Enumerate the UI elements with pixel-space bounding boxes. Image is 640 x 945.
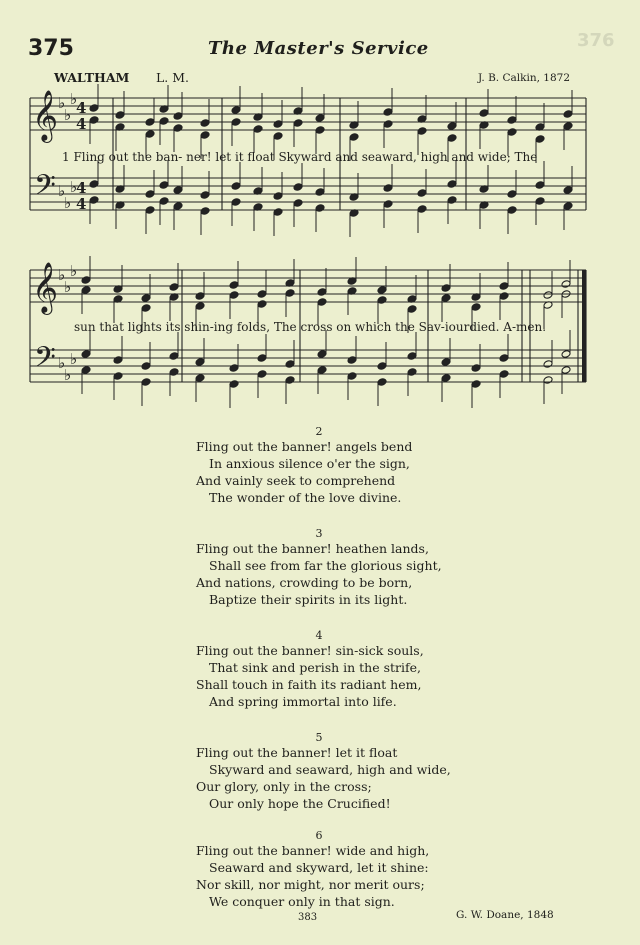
bass-note: [499, 370, 509, 379]
verse-line: And vainly seek to comprehend: [196, 473, 396, 488]
stanza-number: 6: [315, 829, 323, 842]
flat-sign-icon: ♭: [70, 350, 78, 368]
bass-note: [145, 206, 155, 215]
treble-note: [173, 112, 183, 121]
verse-line: Our only hope the Crucified!: [209, 796, 391, 811]
treble-note: [563, 110, 573, 119]
alto-note: [173, 124, 183, 133]
lyric-line-2: sun that lights its shin-ing folds, The cross on which the Sav-iourdied. A-men.: [74, 320, 547, 334]
tenor-note: [89, 180, 99, 189]
treble-note: [479, 109, 489, 118]
flat-sign-icon: ♭: [70, 178, 78, 196]
flat-sign-icon: ♭: [58, 266, 66, 284]
treble-clef-icon: 𝄞: [32, 262, 59, 313]
time-signature-top: 4: [76, 99, 87, 117]
alto-note: [195, 302, 205, 311]
treble-note: [441, 284, 451, 293]
bass-note: [377, 378, 387, 387]
treble-note: [229, 281, 239, 290]
treble-note: [273, 120, 283, 129]
treble-note: [377, 286, 387, 295]
tenor-note: [81, 350, 91, 359]
tenor-note: [173, 186, 183, 195]
tenor-note: [273, 192, 283, 201]
treble-note: [315, 114, 325, 123]
alto-note: [407, 305, 417, 314]
treble-note: [81, 276, 91, 285]
alto-note: [231, 118, 241, 127]
bass-note: [229, 380, 239, 389]
hymn-number: 375: [28, 36, 74, 61]
verse-line: That sink and perish in the strife,: [209, 660, 422, 675]
tenor-note: [285, 360, 295, 369]
bass-note: [441, 374, 451, 383]
alto-note: [417, 127, 427, 136]
alto-note: [317, 298, 327, 307]
bass-note: [471, 380, 481, 389]
bass-note: [563, 202, 573, 211]
verse-line: In anxious silence o'er the sign,: [209, 456, 410, 471]
treble-clef-icon: 𝄞: [32, 90, 59, 141]
stanza: [196, 642, 496, 710]
bass-note: [407, 368, 417, 377]
treble-note: [499, 282, 509, 291]
verse-line: Our glory, only in the cross;: [196, 779, 372, 794]
time-signature-bottom: 4: [76, 115, 87, 133]
bass-note: [81, 366, 91, 375]
treble-note: [447, 122, 457, 131]
tenor-note: [377, 362, 387, 371]
alto-note: [441, 294, 451, 303]
treble-note: [169, 283, 179, 292]
running-title: The Master's Service: [208, 38, 429, 59]
verse-line: Baptize their spirits in its light.: [209, 592, 408, 607]
verse-line: And nations, crowding to be born,: [196, 575, 413, 590]
alto-note: [563, 122, 573, 131]
tenor-note: [293, 183, 303, 192]
verse-line: We conquer only in that sign.: [209, 894, 395, 909]
tenor-note: [229, 364, 239, 373]
alto-note: [253, 125, 263, 134]
tenor-note: [317, 350, 327, 359]
bass-note: [195, 374, 205, 383]
alto-note: [89, 116, 99, 125]
flat-sign-icon: ♭: [64, 366, 72, 384]
verse-line: Nor skill, nor might, nor merit ours;: [196, 877, 425, 892]
tenor-note: [231, 182, 241, 191]
flat-sign-icon: ♭: [58, 94, 66, 112]
treble-note: [141, 294, 151, 303]
bass-note: [417, 205, 427, 214]
page-number: 383: [298, 912, 318, 923]
bass-note: [447, 196, 457, 205]
tenor-note: [561, 350, 571, 359]
alto-note: [257, 300, 267, 309]
flat-sign-icon: ♭: [64, 278, 72, 296]
bleed-through-number: 376: [577, 30, 615, 51]
alto-note: [145, 130, 155, 139]
alto-note: [285, 289, 295, 298]
alto-note: [507, 128, 517, 137]
alto-note: [81, 286, 91, 295]
bass-note: [173, 202, 183, 211]
tenor-note: [543, 360, 553, 369]
tenor-note: [471, 364, 481, 373]
alto-note: [499, 292, 509, 301]
verse-line: Fling out the banner! sin-sick souls,: [196, 643, 424, 658]
bass-note: [347, 372, 357, 381]
bass-note: [543, 376, 553, 385]
flat-sign-icon: ♭: [70, 90, 78, 108]
bass-note: [561, 366, 571, 375]
bass-note: [231, 198, 241, 207]
flat-sign-icon: ♭: [58, 354, 66, 372]
bass-note: [317, 366, 327, 375]
verse-line: Fling out the banner! angels bend: [196, 439, 413, 454]
tenor-note: [113, 356, 123, 365]
alto-note: [141, 304, 151, 313]
verse-line: Fling out the banner! heathen lands,: [196, 541, 429, 556]
time-signature-top: 4: [76, 179, 87, 197]
tenor-note: [159, 181, 169, 190]
bass-note: [535, 197, 545, 206]
bass-note: [169, 368, 179, 377]
verse-line: Shall see from far the glorious sight,: [209, 558, 442, 573]
tenor-note: [383, 184, 393, 193]
flat-sign-icon: ♭: [64, 194, 72, 212]
alto-note: [229, 291, 239, 300]
tenor-note: [347, 356, 357, 365]
alto-note: [349, 133, 359, 142]
alto-note: [471, 303, 481, 312]
tenor-note: [169, 352, 179, 361]
stanza-number: 2: [315, 425, 323, 438]
treble-note: [257, 290, 267, 299]
alto-note: [377, 296, 387, 305]
tenor-note: [563, 186, 573, 195]
tenor-note: [257, 354, 267, 363]
lyric-line-1: 1 Fling out the ban- ner! let it float Skyward and seaward, high and wide; The: [62, 150, 538, 164]
tenor-note: [535, 181, 545, 190]
treble-note: [543, 291, 553, 300]
bass-clef-icon: 𝄢: [34, 169, 56, 209]
verse-line: The wonder of the love divine.: [209, 490, 402, 505]
bass-note: [273, 208, 283, 217]
flat-sign-icon: ♭: [58, 182, 66, 200]
bass-note: [383, 200, 393, 209]
final-barline: [582, 270, 586, 382]
alto-note: [383, 120, 393, 129]
stanza-number: 5: [315, 731, 323, 744]
bass-note: [293, 199, 303, 208]
stanza: [196, 438, 496, 506]
flat-sign-icon: ♭: [64, 106, 72, 124]
alto-note: [447, 134, 457, 143]
treble-note: [231, 106, 241, 115]
composer-credit: J. B. Calkin, 1872: [478, 72, 570, 84]
tune-name: WALTHAM: [54, 70, 130, 85]
verse-line: Shall touch in faith its radiant hem,: [196, 677, 422, 692]
treble-note: [195, 292, 205, 301]
tenor-note: [407, 352, 417, 361]
treble-note: [561, 280, 571, 289]
alto-note: [159, 117, 169, 126]
treble-note: [507, 116, 517, 125]
bass-note: [141, 378, 151, 387]
tenor-note: [441, 358, 451, 367]
treble-note: [383, 108, 393, 117]
treble-note: [115, 111, 125, 120]
treble-note: [317, 288, 327, 297]
alto-note: [535, 135, 545, 144]
time-signature-bottom: 4: [76, 195, 87, 213]
tenor-note: [141, 362, 151, 371]
alto-note: [315, 126, 325, 135]
bass-note: [200, 207, 210, 216]
tune-meter: L. M.: [156, 70, 190, 85]
tenor-note: [447, 180, 457, 189]
author-credit: G. W. Doane, 1848: [456, 909, 554, 921]
bass-note: [159, 197, 169, 206]
treble-note: [145, 118, 155, 127]
treble-note: [200, 119, 210, 128]
stanza-number: 4: [315, 629, 323, 642]
alto-note: [293, 119, 303, 128]
stanza: [196, 842, 496, 910]
verse-line: Fling out the banner! wide and high,: [196, 843, 430, 858]
treble-note: [89, 104, 99, 113]
bass-note: [89, 196, 99, 205]
tenor-note: [195, 358, 205, 367]
bass-note: [257, 370, 267, 379]
tenor-note: [315, 188, 325, 197]
tenor-note: [145, 190, 155, 199]
stanza-number: 3: [315, 527, 323, 540]
stanza: [196, 540, 496, 608]
alto-note: [200, 131, 210, 140]
bass-note: [315, 204, 325, 213]
stanza: [196, 744, 496, 812]
tenor-note: [507, 190, 517, 199]
verse-line: Fling out the banner! let it float: [196, 745, 398, 760]
tenor-note: [499, 354, 509, 363]
tenor-note: [200, 191, 210, 200]
flat-sign-icon: ♭: [70, 262, 78, 280]
bass-note: [507, 206, 517, 215]
bass-note: [285, 376, 295, 385]
tenor-note: [417, 189, 427, 198]
verse-line: Skyward and seaward, high and wide,: [209, 762, 451, 777]
bass-clef-icon: 𝄢: [34, 341, 56, 381]
verse-line: And spring immortal into life.: [209, 694, 397, 709]
bass-note: [113, 372, 123, 381]
alto-note: [273, 132, 283, 141]
verse-line: Seaward and skyward, let it shine:: [209, 860, 429, 875]
